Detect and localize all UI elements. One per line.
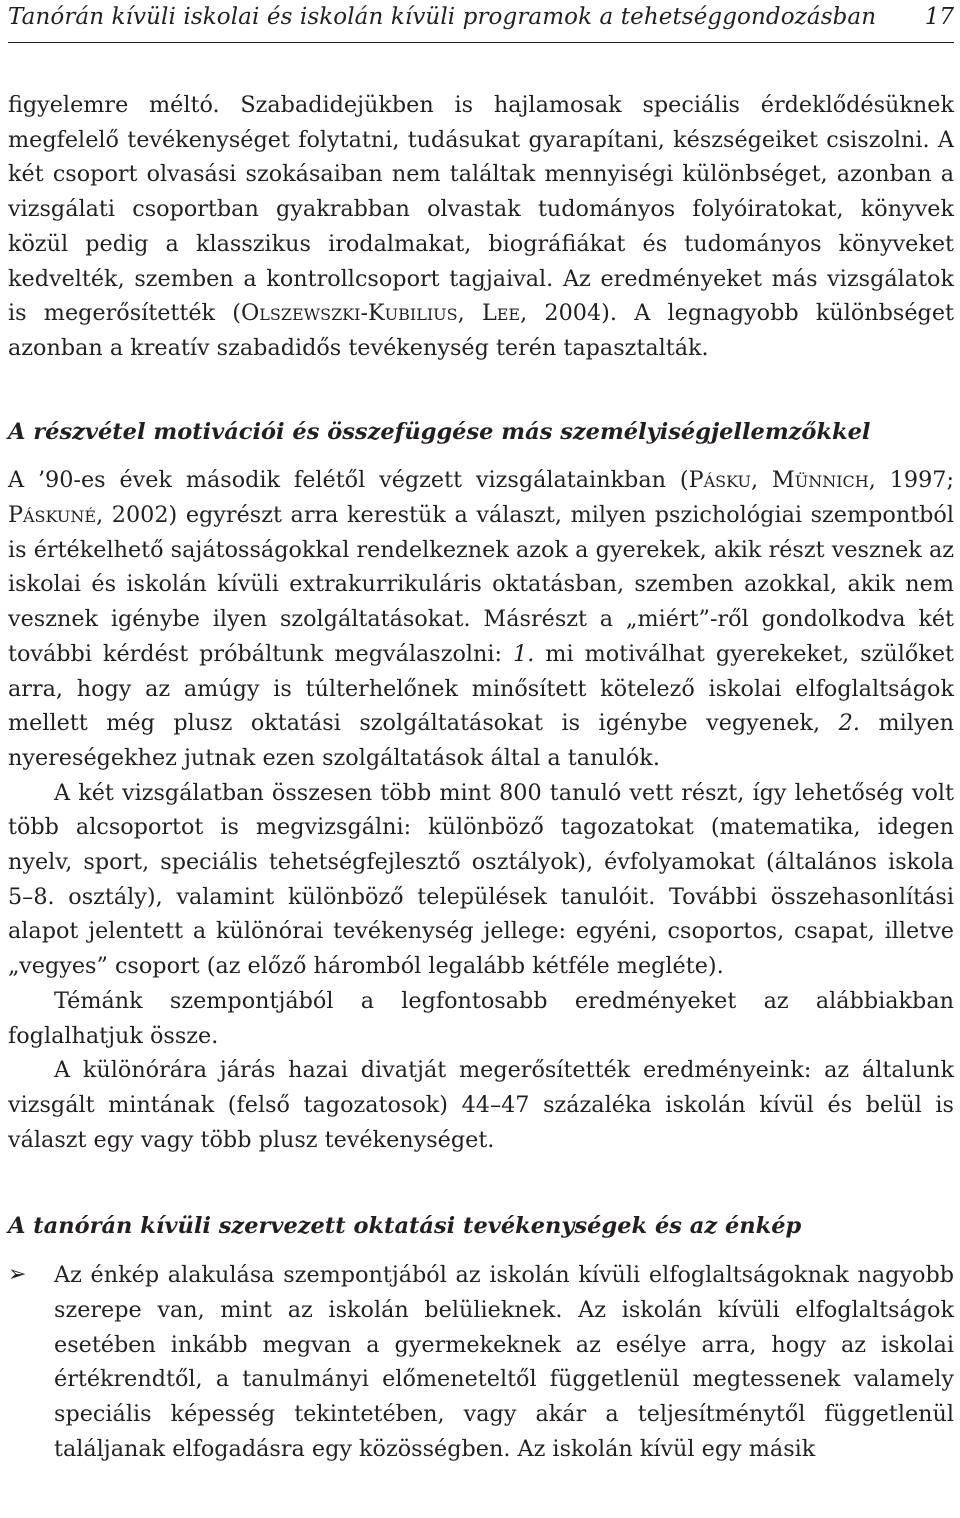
section-heading: A tanórán kívüli szervezett oktatási tevékenységek és az énkép — [8, 1213, 802, 1240]
running-header-title: Tanórán kívüli iskolai és iskolán kívüli programok a tehetséggondozásban — [8, 4, 877, 30]
paragraph-text: mi motiválhat gyerekeket, szülőket arra, hogy az amúgy is túlterhelőnek minősített kötelező iskolai elfoglaltságok mellett még plusz oktatási szolgáltatásokat is igénybe vegyenek, — [8, 640, 954, 737]
paragraph-text: figyelemre méltó. Szabadidejükben is hajlamosak speciális érdeklődésüknek megfelelő tevékenységet folytatni, tudásukat gyarapítani, készségeiket csiszolni. A két csoport olvasási szokásaiban nem találtak mennyiségi különbséget, azonban a vizsgálati csoportban gyakrabban olvastak tudományos folyóiratokat, könyvek közül pedig a klasszikus irodalmakat, biográfiákat és tudományos könyveket kedvelték, szemben a kontrollcsoport tagjaival. Az eredményeket más vizsgálatok is megerősítették ( — [8, 92, 954, 327]
enumeration-number: 2. — [838, 710, 860, 737]
paragraph-text: milyen nyereségekhez jutnak ezen szolgáltatások által a tanulók. — [8, 710, 954, 771]
citation-author: Pásku — [688, 467, 751, 494]
citation-author: Lee — [481, 300, 521, 327]
enumeration-number: 1. — [513, 640, 535, 667]
arrow-bullet-icon: ➢ — [8, 1262, 27, 1288]
running-header — [8, 4, 954, 43]
citation-author: Páskuné — [8, 502, 97, 529]
paragraph-text: , 2004). A legnagyobb különbséget azonban a kreatív szabadidős tevékenység terén tapasztalták. — [8, 300, 954, 361]
document-page — [8, 0, 954, 1466]
paragraph: A különórára járás hazai divatját megerősítették eredményeink: az általunk vizsgált mintának (felső tagozatosok) 44–47 százaléka iskolán kívül és belül is választ egy vagy több plusz tevékenységet. — [8, 1057, 954, 1153]
paragraph: A két vizsgálatban összesen több mint 800 tanuló vett részt, így lehetőség volt több alcsoportot is megvizsgálni: különböző tagozatokat (matematika, idegen nyelv, sport, speciális tehetségfejlesztő osztályok), évfolyamokat (általános iskola 5–8. osztály), valamint különböző települések tanulóit. További összehasonlítási alapot jelentett a különórai tevékenység jellege: egyéni, csoportos, csapat, illetve „vegyes” csoport (az előző háromból legalább kétféle megléte). — [8, 779, 954, 980]
citation-author: Olszewszki-Kubilius — [241, 300, 458, 327]
paragraph: Témánk szempontjából a legfontosabb eredményeket az alábbiakban foglalhatjuk össze. — [8, 987, 954, 1049]
bullet-text: Az énkép alakulása szempontjából az iskolán kívüli elfoglaltságoknak nagyobb szerepe van, mint az iskolán belülieknek. Az iskolán kívüli elfoglaltságok esetében inkább megvan a gyermekeknek az esélye arra, hogy az iskolai értékrendtől, a tanulmányi előmeneteltől függetlenül megtessenek valamely speciális képesség tekintetében, vagy akár a teljesítménytől függetlenül találjanak elfogadásra egy közösségben. Az iskolán kívül egy másik — [54, 1262, 954, 1462]
paragraph-text: , 2002) egyrészt arra kerestük a választ, milyen pszichológiai szempontból is értékelhető sajátosságokkal rendelkeznek azok a gyerekek, akik részt vesznek az iskolai és iskolán kívüli extrakurrikuláris oktatásban, szemben azokkal, akik nem vesznek igénybe ilyen szolgáltatásokat. Másrészt a „miért”-ről gondolkodva két további kérdést próbáltunk megválaszolni: — [8, 502, 954, 667]
paragraph-text: A ’90-es évek második felétől végzett vizsgálatainkban ( — [8, 467, 689, 494]
paragraph-continued — [8, 88, 954, 366]
page-number: 17 — [924, 4, 954, 30]
section-heading: A részvétel motivációi és összefüggése más személyiségjellemzőkkel — [8, 418, 871, 445]
bullet-list-item — [8, 1258, 954, 1466]
paragraph-text: , — [750, 467, 772, 494]
paragraph-text: , 1997; — [868, 467, 954, 494]
citation-author: Münnich — [771, 467, 869, 494]
paragraph — [8, 463, 954, 775]
citation-separator: , — [457, 300, 482, 327]
